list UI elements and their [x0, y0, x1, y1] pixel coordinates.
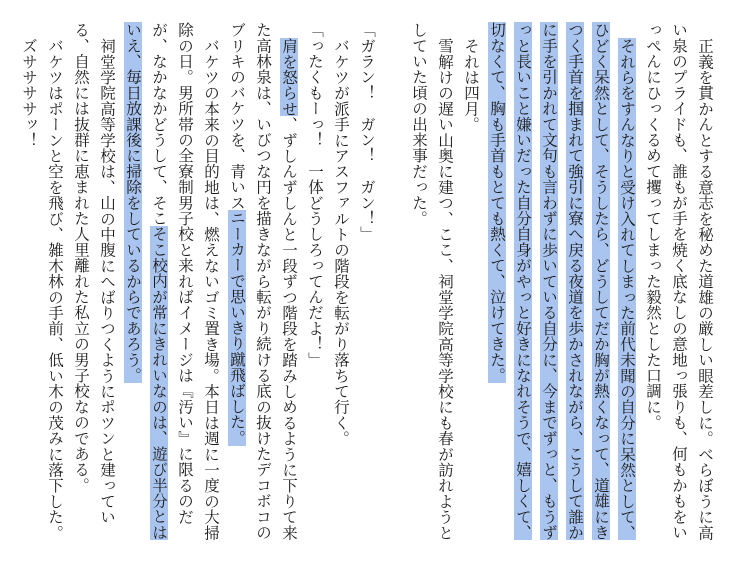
paragraph: [640, 22, 718, 552]
text-segment: バケツが派手にアスファルトの階段を転がり落ちて行く。: [332, 37, 350, 446]
paragraph: [16, 22, 42, 552]
highlighted-text: 肩を怒らせ: [280, 37, 298, 116]
paragraph: [302, 22, 328, 552]
highlighted-text: そこ校内が常にきれいなのは、遊び半分とはいえ、毎日放課後に掃除をしているからであろう。: [124, 22, 168, 541]
paragraph: [354, 22, 380, 552]
paragraph: [224, 22, 302, 552]
text-segment: 祠堂学院高等学校は、山の中腹にへばりつくようにポツンと建っている、自然には抜群に恵まれた人里離れた私立の男子校なのである。: [72, 22, 116, 525]
text-segment: 「ガラン！ ガン！ ガン！」: [358, 22, 376, 242]
paragraph: [68, 22, 120, 552]
vertical-text-body: [16, 22, 718, 552]
text-segment: バケツの本来の目的地は、燃えないゴミ置き場。本日は週に一度の大掃除の日。男所帯の全寮制男子校と来ればイメージは『汚い』に限るのだが、なかなかどうして、そこ: [150, 22, 220, 540]
text-segment: ズササササッ！: [20, 37, 38, 148]
text-segment: 雪解けの遅い山奥に建つ、ここ、祠堂学院高等学校にも春が訪れようとしていた頃の出来事だった。: [410, 22, 454, 540]
paragraph: [484, 22, 640, 552]
paragraph: [458, 22, 484, 552]
text-segment: 正義を貫かんとする意志を秘めた道雄の厳しい眼差しに。べらぼうに高い泉のプライドも、誰もが手を焼く底なしの意地っ張りも、何もかもをいっぺんにひっくるめて攫ってしまった毅然とした口調に。: [644, 22, 714, 541]
highlighted-text: ニーカーで思いきり蹴飛ばした。: [228, 210, 246, 446]
text-segment: 、ずしんずしんと一段ずつ階段を踏みしめるように下りて来た高林泉は、いびつな円を描きながら転がり続ける底の抜けたデコボコのブリキのバケツを、青いス: [228, 22, 298, 541]
paragraph: [406, 22, 458, 552]
text-segment: それは四月。: [462, 37, 480, 132]
text-segment: 「ったくもーっ！ 一体どうしろってんだよ！」: [306, 22, 324, 368]
paragraph: [42, 22, 68, 552]
text-segment: バケツはポーンと空を飛び、雑木林の手前、低い木の茂みに落下した。: [46, 37, 64, 540]
highlighted-text: それらをすんなりと受け入れてしまった前代未聞の自分に呆然として、ひどく呆然として、そうしたら、どうしてだか胸が熱くなって、道雄にきつく手首を掴まれて強引に寮へ戻る夜道を歩かされながら、こうして誰かに手を引かれて文句も言わずに歩いている自分に、今までずっと、もうずっと長いこと嫌いだった自分自身がやっと好きになれそうで、嬉しくて、切なくて、胸も手首もとても熱くて、泣けてきた。: [488, 22, 636, 541]
paragraph: [328, 22, 354, 552]
paragraph: [120, 22, 224, 552]
